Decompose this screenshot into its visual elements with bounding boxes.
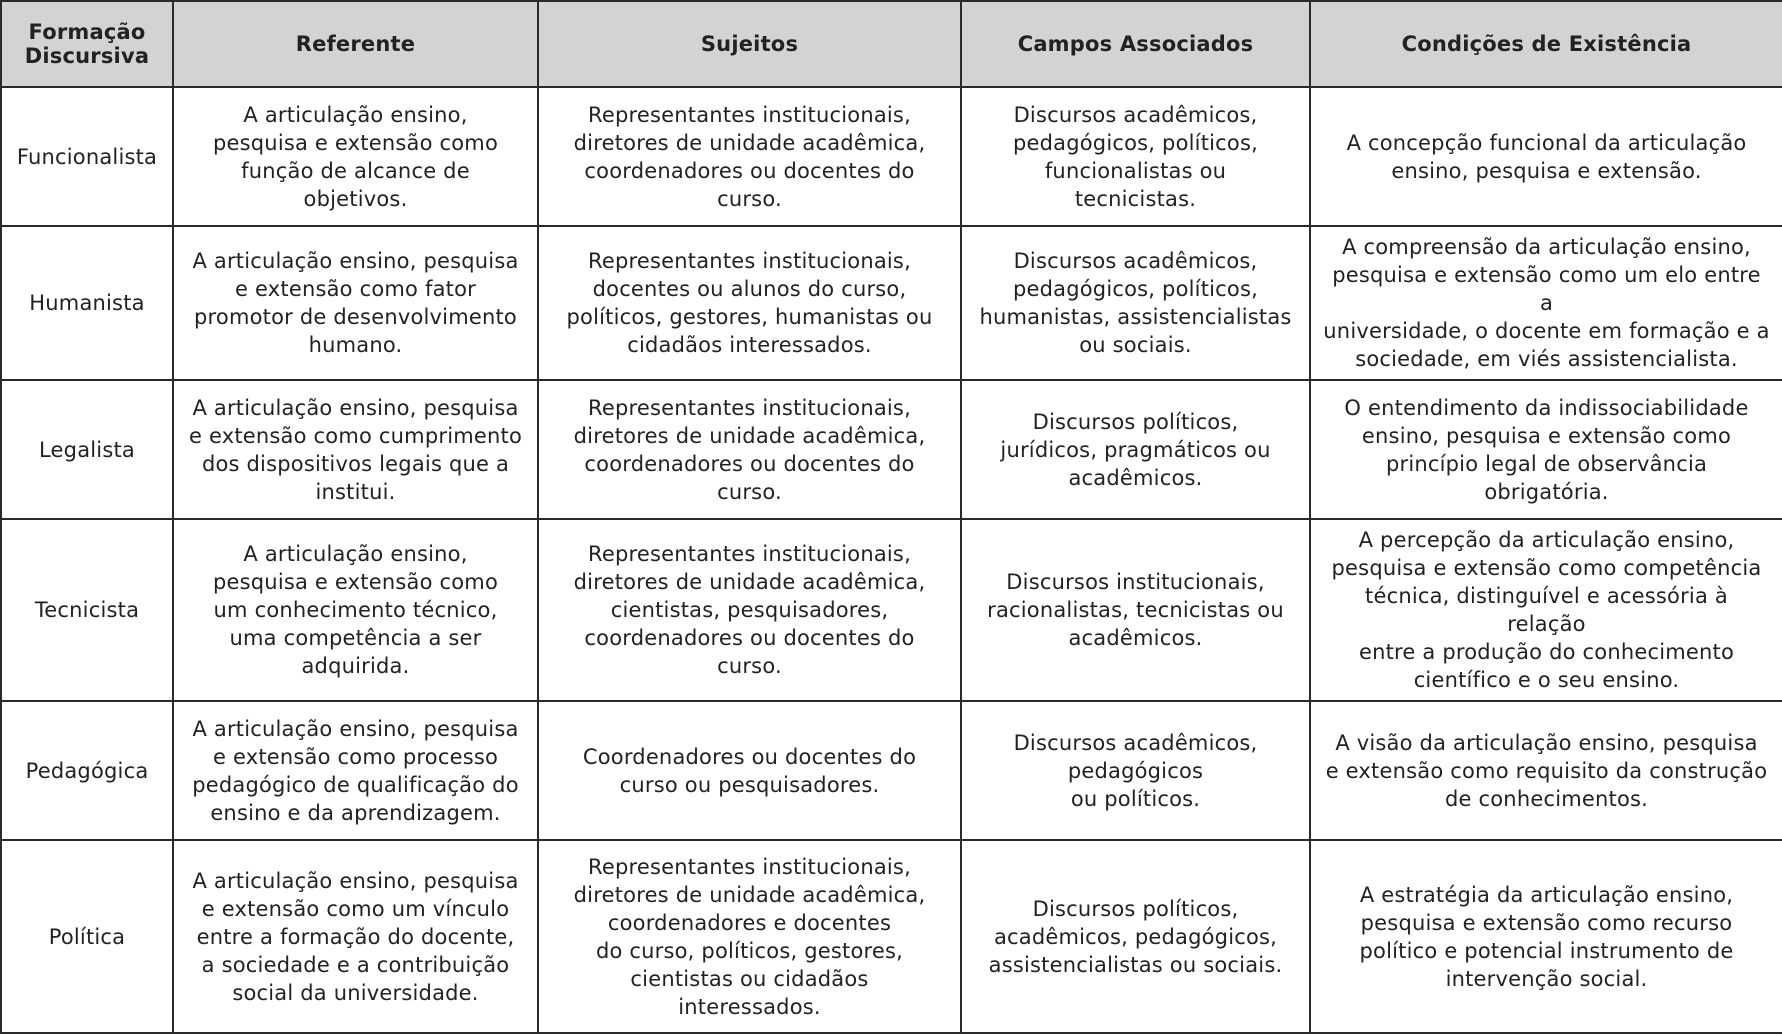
referente-cell: A articulação ensino, pesquisa e extensão como função de alcance de objetivos. (173, 87, 538, 226)
campos-cell: Discursos acadêmicos, pedagógicos, políticos, funcionalistas ou tecnicistas. (961, 87, 1310, 226)
sujeitos-cell: Representantes institucionais, diretores de unidade acadêmica, coordenadores e docentes do curso, políticos, gestores, cientistas ou cidadãos interessados. (538, 840, 961, 1033)
condicoes-cell: A estratégia da articulação ensino, pesquisa e extensão como recurso político e potencial instrumento de intervenção social. (1310, 840, 1782, 1033)
referente-cell: A articulação ensino, pesquisa e extensão como cumprimento dos dispositivos legais que a institui. (173, 380, 538, 519)
campos-cell: Discursos acadêmicos, pedagógicos ou políticos. (961, 701, 1310, 840)
header-sujeitos: Sujeitos (538, 1, 961, 87)
condicoes-cell: A concepção funcional da articulação ensino, pesquisa e extensão. (1310, 87, 1782, 226)
referente-cell: A articulação ensino, pesquisa e extensão como processo pedagógico de qualificação do ensino e da aprendizagem. (173, 701, 538, 840)
header-condicoes-de-existencia: Condições de Existência (1310, 1, 1782, 87)
table-row (1, 519, 1782, 701)
table-row (1, 380, 1782, 519)
referente-cell: A articulação ensino, pesquisa e extensão como fator promotor de desenvolvimento humano. (173, 226, 538, 380)
campos-cell: Discursos políticos, jurídicos, pragmáticos ou acadêmicos. (961, 380, 1310, 519)
sujeitos-cell: Coordenadores ou docentes do curso ou pesquisadores. (538, 701, 961, 840)
referente-cell: A articulação ensino, pesquisa e extensão como um conhecimento técnico, uma competência a ser adquirida. (173, 519, 538, 701)
referente-cell: A articulação ensino, pesquisa e extensão como um vínculo entre a formação do docente, a sociedade e a contribuição social da universidade. (173, 840, 538, 1033)
header-referente: Referente (173, 1, 538, 87)
sujeitos-cell: Representantes institucionais, diretores de unidade acadêmica, coordenadores ou docentes do curso. (538, 380, 961, 519)
formacao-cell: Política (1, 840, 173, 1033)
table-row (1, 840, 1782, 1033)
formacao-cell: Pedagógica (1, 701, 173, 840)
condicoes-cell: A percepção da articulação ensino, pesquisa e extensão como competência técnica, distinguível e acessória à relação entre a produção do conhecimento científico e o seu ensino. (1310, 519, 1782, 701)
sujeitos-cell: Representantes institucionais, diretores de unidade acadêmica, cientistas, pesquisadores, coordenadores ou docentes do curso. (538, 519, 961, 701)
sujeitos-cell: Representantes institucionais, docentes ou alunos do curso, políticos, gestores, humanistas ou cidadãos interessados. (538, 226, 961, 380)
formacao-cell: Humanista (1, 226, 173, 380)
table-row (1, 226, 1782, 380)
table-row (1, 87, 1782, 226)
condicoes-cell: O entendimento da indissociabilidade ensino, pesquisa e extensão como princípio legal de observância obrigatória. (1310, 380, 1782, 519)
campos-cell: Discursos institucionais, racionalistas, tecnicistas ou acadêmicos. (961, 519, 1310, 701)
header-campos-associados: Campos Associados (961, 1, 1310, 87)
campos-cell: Discursos políticos, acadêmicos, pedagógicos, assistencialistas ou sociais. (961, 840, 1310, 1033)
header-row (1, 1, 1782, 87)
formacao-cell: Tecnicista (1, 519, 173, 701)
table-row (1, 701, 1782, 840)
formacao-cell: Funcionalista (1, 87, 173, 226)
condicoes-cell: A compreensão da articulação ensino, pesquisa e extensão como um elo entre a universidade, o docente em formação e a sociedade, em viés assistencialista. (1310, 226, 1782, 380)
header-formacao-discursiva: Formação Discursiva (1, 1, 173, 87)
campos-cell: Discursos acadêmicos, pedagógicos, políticos, humanistas, assistencialistas ou sociais. (961, 226, 1310, 380)
formacao-cell: Legalista (1, 380, 173, 519)
condicoes-cell: A visão da articulação ensino, pesquisa e extensão como requisito da construção de conhecimentos. (1310, 701, 1782, 840)
sujeitos-cell: Representantes institucionais, diretores de unidade acadêmica, coordenadores ou docentes do curso. (538, 87, 961, 226)
